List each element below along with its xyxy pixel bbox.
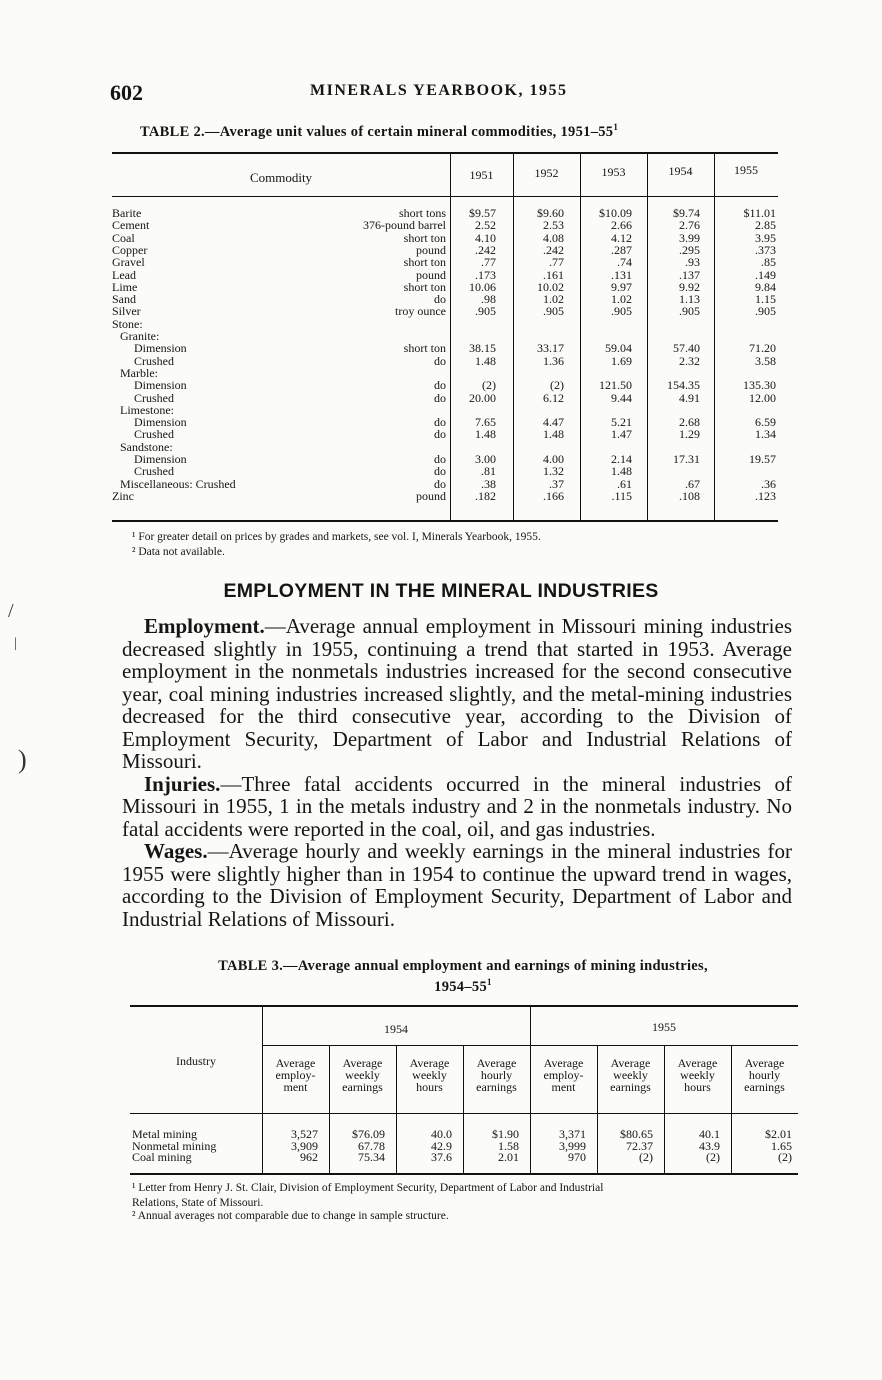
- table2-row-label: Miscellaneous: Crushed: [120, 476, 236, 491]
- table2-cell: (2): [550, 378, 564, 393]
- table2-cell: .287: [611, 242, 632, 257]
- table2-cell: 2.66: [611, 218, 632, 233]
- table2-row-label: Sand: [112, 292, 136, 307]
- table2-cell: 19.57: [749, 452, 776, 466]
- table2-cell: 1.29: [679, 427, 700, 442]
- table2-cell: .149: [755, 267, 776, 282]
- table2-cell: .74: [617, 255, 632, 270]
- table2-cell: 1.32: [543, 464, 564, 479]
- table2-cell: .905: [475, 304, 496, 319]
- year-header-1953: 1953: [601, 165, 626, 179]
- table3-subheader: Average hourly earnings: [744, 1056, 785, 1094]
- table2-cell: 3.00: [475, 452, 496, 466]
- table2-cell: .67: [685, 476, 700, 491]
- table2-cell: .37: [549, 476, 564, 491]
- table2-row-label: Coal: [112, 230, 135, 245]
- table3-cell: $1.90: [492, 1127, 519, 1141]
- table2-cell: $9.57: [469, 206, 496, 220]
- table2-cell: .38: [481, 476, 496, 491]
- table2-cell: 2.85: [755, 218, 776, 233]
- table2-cell: 59.04: [605, 341, 632, 356]
- table2-row-unit: short ton: [403, 230, 446, 245]
- table3-subheader: Average employ-ment: [275, 1056, 316, 1094]
- table2-cell: .85: [761, 255, 776, 270]
- table2-cell: 7.65: [475, 415, 496, 430]
- table2-row-unit: short ton: [403, 341, 446, 356]
- table3-title: TABLE 3.—Average annual employment and earnings of mining industries, $1954-55^1$: [218, 958, 708, 995]
- margin-mark: ): [18, 745, 27, 774]
- table2-cell: 2.32: [679, 353, 700, 368]
- table2-row-label: Copper: [112, 242, 148, 257]
- table2-cell: 4.08: [543, 230, 564, 245]
- table2-cell: .61: [617, 476, 632, 491]
- table3-row-label: Coal mining: [132, 1150, 192, 1164]
- table2: [112, 152, 778, 522]
- table2-cell: 4.91: [679, 390, 700, 405]
- table3-row-label: Metal mining: [132, 1127, 197, 1141]
- table2-row-label: Granite:: [120, 329, 160, 343]
- table2-cell: 2.53: [543, 218, 564, 233]
- table3-cell: 1.65: [771, 1138, 792, 1153]
- table2-row-unit: short tons: [398, 206, 446, 220]
- table2-cell: 9.92: [679, 279, 700, 294]
- table3-cell: 75.34: [358, 1150, 385, 1164]
- table2-row-label: Dimension: [134, 452, 187, 466]
- table2-cell: 4.00: [543, 452, 564, 466]
- table2-cell: 2.68: [679, 415, 700, 430]
- table2-cell: 1.48: [475, 427, 496, 442]
- table2-cell: $9.74: [673, 206, 700, 220]
- year-header-1955: 1955: [734, 163, 758, 177]
- table2-cell: .373: [755, 242, 776, 257]
- table2-row-unit: do: [434, 427, 446, 442]
- table2-row-label: Silver: [112, 304, 141, 319]
- table3-subheader: Average weekly hours: [677, 1056, 718, 1094]
- table2-row-unit: do: [434, 292, 446, 307]
- table2-cell: .242: [543, 242, 564, 257]
- table2-cell: .108: [679, 488, 700, 503]
- table3-row-label: Nonmetal mining: [132, 1138, 217, 1153]
- table2-cell: 10.02: [537, 279, 564, 294]
- table3-cell: $80.65: [620, 1127, 653, 1141]
- table3-cell: 43.9: [699, 1138, 720, 1153]
- table2-row-unit: do: [434, 353, 446, 368]
- table2-cell: 2.52: [475, 218, 496, 233]
- table3-cell: 962: [300, 1150, 318, 1164]
- table2-row-unit: pound: [416, 242, 446, 257]
- table2-cell: .123: [755, 488, 776, 503]
- table3-subheader: Average weekly earnings: [342, 1056, 383, 1094]
- table2-cell: 1.13: [679, 292, 700, 307]
- table2-row-label: Marble:: [120, 365, 158, 380]
- table3-cell: $76.09: [352, 1127, 385, 1141]
- table2-cell: 1.47: [611, 427, 632, 442]
- table2-cell: 71.20: [749, 341, 776, 356]
- table2-row-unit: pound: [416, 488, 446, 503]
- table3-cell: 3,909: [291, 1138, 318, 1153]
- page-header: [110, 80, 770, 110]
- table2-cell: 4.12: [611, 230, 632, 245]
- table3-cell: 2.01: [498, 1150, 519, 1164]
- table2-cell: 17.31: [673, 452, 700, 466]
- table2-cell: .36: [761, 476, 776, 491]
- table2-cell: .905: [755, 304, 776, 319]
- table2-row-label: Crushed: [134, 464, 174, 479]
- table3-cell: 72.37: [626, 1138, 653, 1153]
- table3-cell: 37.6: [431, 1150, 452, 1164]
- margin-mark: /: [8, 600, 14, 622]
- table2-cell: 4.10: [475, 230, 496, 245]
- table2-cell: 1.48: [611, 464, 632, 479]
- table3-cell: $2.01: [765, 1127, 792, 1141]
- table2-cell: 3.58: [755, 353, 776, 368]
- table3-footnote-3: ² Annual averages not comparable due to change in sample structure.: [132, 1210, 449, 1222]
- table3-footnote-2: Relations, State of Missouri.: [132, 1197, 264, 1209]
- table2-cell: .115: [611, 488, 632, 503]
- table2-row-label: Limestone:: [120, 402, 174, 417]
- table2-row-label: Cement: [112, 218, 150, 233]
- table2-cell: .905: [611, 304, 632, 319]
- table2-title: TABLE 2.—Average unit values of certain mineral commodities, $1951-55^1$: [140, 122, 619, 140]
- table2-cell: 1.69: [611, 353, 632, 368]
- table2-row-label: Gravel: [112, 255, 145, 270]
- table2-cell: $11.01: [743, 206, 776, 220]
- table2-cell: .905: [543, 304, 564, 319]
- table2-row-unit: 376-pound barrel: [363, 218, 446, 233]
- table2-cell: .131: [611, 267, 632, 282]
- table2-cell: 121.50: [599, 378, 632, 393]
- table2-cell: .182: [475, 488, 496, 503]
- table2-cell: 3.99: [679, 230, 700, 245]
- table3-cell: 970: [568, 1150, 586, 1164]
- table2-cell: 2.76: [679, 218, 700, 233]
- year-header-1952: 1952: [534, 166, 559, 180]
- year-header-1955: 1955: [652, 1020, 676, 1034]
- table2-cell: .77: [481, 255, 496, 270]
- table2-cell: 154.35: [667, 378, 700, 393]
- table2-cell: .93: [685, 255, 700, 270]
- table2-cell: 1.48: [543, 427, 564, 442]
- table2-cell: 9.97: [611, 279, 632, 294]
- paragraph-employment: Employment.—Average annual employment in Missouri mining industries decreased slightly in 1955, continuing a trend that started in 1953. Average employment in the nonmetals industries increased for the second consecutive year, coal mining industries increased slightly, and the metal-mining industries decreased for the third consecutive year, according to the Division of Employment Security, Department of Labor and Industrial Relations of Missouri.: [122, 614, 792, 773]
- table2-cell: $10.09: [599, 206, 632, 220]
- table2-row-unit: do: [434, 390, 446, 405]
- table2-row-unit: do: [434, 476, 446, 491]
- table2-row-label: Lime: [112, 279, 138, 294]
- table2-row-unit: do: [434, 415, 446, 430]
- table2-footnote-1: ¹ For greater detail on prices by grades and markets, see vol. I, Minerals Yearbook, 1955.: [132, 531, 541, 543]
- table2-footnote-2: ² Data not available.: [132, 546, 225, 558]
- running-head: MINERALS YEARBOOK, 1955: [310, 82, 568, 99]
- table3-subheader: Average weekly hours: [409, 1056, 450, 1094]
- table2-row-label: Dimension: [134, 341, 187, 356]
- table2-cell: 3.95: [755, 230, 776, 245]
- table2-cell: 6.12: [543, 390, 564, 405]
- table2-cell: 2.14: [611, 452, 632, 466]
- table2-cell: .905: [679, 304, 700, 319]
- paragraph-wages: Wages.—Average hourly and weekly earnings in the mineral industries for 1955 were slightly higher than in 1954 to continue the upward trend in wages, according to the Division of Employment Security, Department of Labor and Industrial Relations of Missouri.: [122, 839, 792, 931]
- table2-row-label: Stone:: [112, 316, 143, 331]
- table3-subheader: Average hourly earnings: [476, 1056, 517, 1094]
- table2-cell: .81: [481, 464, 496, 479]
- table2-cell: 20.00: [469, 390, 496, 405]
- table2-cell: $9.60: [537, 206, 564, 220]
- table2-row-label: Sandstone:: [120, 439, 173, 454]
- body-text: [122, 615, 792, 930]
- table2-cell: .137: [679, 267, 700, 282]
- table3-cell: (2): [706, 1150, 720, 1164]
- table2-cell: 1.36: [543, 353, 564, 368]
- table2-row-unit: do: [434, 378, 446, 393]
- margin-mark: |: [14, 636, 17, 651]
- table2-cell: .295: [679, 242, 700, 257]
- table3-cell: 40.0: [431, 1127, 452, 1141]
- industry-header: Industry: [176, 1054, 216, 1068]
- table2-row-label: Dimension: [134, 378, 187, 393]
- table2-cell: .242: [475, 242, 496, 257]
- table3-footnote-1: ¹ Letter from Henry J. St. Clair, Division of Employment Security, Department of Labor and Industrial: [132, 1182, 604, 1194]
- table2-cell: 1.02: [543, 292, 564, 307]
- table2-cell: .77: [549, 255, 564, 270]
- year-header-1951: 1951: [469, 168, 494, 182]
- table2-row-label: Barite: [112, 206, 142, 220]
- table2-row-label: Zinc: [112, 488, 134, 503]
- table2-cell: 4.47: [543, 415, 564, 430]
- page-number: 602: [110, 80, 143, 105]
- table3-cell: 40.1: [699, 1127, 720, 1141]
- table2-row-label: Dimension: [134, 415, 187, 430]
- table2-cell: 5.21: [611, 415, 632, 430]
- table3-cell: 67.78: [358, 1138, 385, 1153]
- table2-row-unit: do: [434, 464, 446, 479]
- table3-cell: 42.9: [431, 1138, 452, 1153]
- table2-cell: 12.00: [749, 390, 776, 405]
- table2-cell: 9.44: [611, 390, 632, 405]
- table3-subheader: Average employ-ment: [543, 1056, 584, 1094]
- table2-cell: 135.30: [743, 378, 776, 393]
- table2-row-label: Crushed: [134, 353, 174, 368]
- table2-row-unit: short ton: [403, 255, 446, 270]
- table2-cell: .98: [481, 292, 496, 307]
- table2-cell: 9.84: [755, 279, 776, 294]
- table3: [130, 1005, 798, 1175]
- table2-row-unit: troy ounce: [395, 304, 446, 319]
- table3-subheader: Average weekly earnings: [610, 1056, 651, 1094]
- table2-row-unit: short ton: [403, 279, 446, 294]
- paragraph-injuries: Injuries.—Three fatal accidents occurred in the mineral industries of Missouri in 1955, 1 in the metals industry and 2 in the nonmetals industry. No fatal accidents were reported in the coal, oil, and gas industries.: [122, 771, 792, 841]
- table2-cell: 10.06: [469, 279, 496, 294]
- table2-row-label: Crushed: [134, 427, 174, 442]
- table2-cell: 1.48: [475, 353, 496, 368]
- table2-cell: .166: [543, 488, 564, 503]
- year-header-1954: 1954: [668, 164, 693, 178]
- table2-cell: .161: [543, 267, 564, 282]
- table2-cell: 1.15: [755, 292, 776, 307]
- table3-cell: 3,999: [559, 1138, 586, 1153]
- table2-row-label: Crushed: [134, 390, 174, 405]
- table2-row-label: Lead: [112, 267, 136, 282]
- table2-cell: 1.34: [755, 427, 776, 442]
- table3-cell: 1.58: [498, 1138, 519, 1153]
- table2-cell: 6.59: [755, 415, 776, 430]
- table3-cell: 3,371: [559, 1127, 586, 1141]
- table3-cell: (2): [778, 1150, 792, 1164]
- table3-cell: (2): [639, 1150, 653, 1164]
- table2-cell: 38.15: [469, 341, 496, 356]
- table2-cell: 1.02: [611, 292, 632, 307]
- table3-cell: 3,527: [291, 1127, 318, 1141]
- commodity-header: Commodity: [249, 170, 313, 185]
- year-header-1954: 1954: [384, 1022, 408, 1036]
- table2-cell: .173: [475, 267, 496, 282]
- table2-cell: (2): [482, 378, 496, 393]
- table2-row-unit: do: [434, 452, 446, 466]
- table2-row-unit: pound: [416, 267, 446, 282]
- table2-cell: 57.40: [673, 341, 700, 356]
- section-title: EMPLOYMENT IN THE MINERAL INDUSTRIES: [223, 580, 659, 602]
- table2-cell: 33.17: [537, 341, 564, 356]
